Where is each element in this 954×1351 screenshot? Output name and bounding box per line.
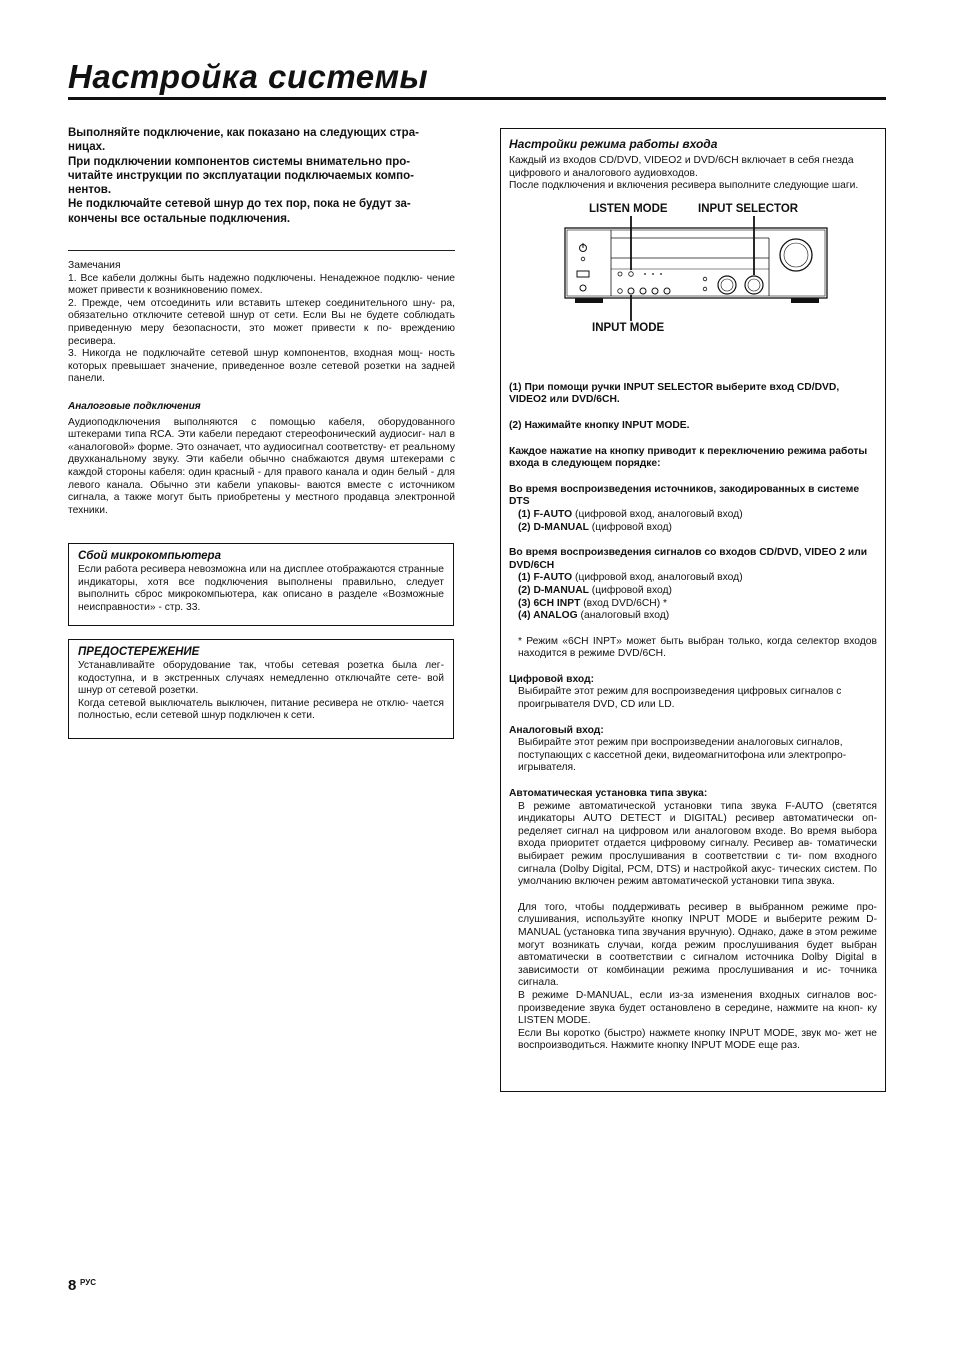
mode-item xyxy=(509,610,877,623)
input-mode-steps xyxy=(509,382,877,1053)
manual-text: Если Вы коротко (быстро) нажмете кнопку INPUT MODE, звук мо- жет не воспроизводиться. Нажмите кнопку INPUT MODE еще раз. xyxy=(518,1027,877,1052)
mode-item-name: (3) 6CH INPT xyxy=(518,597,581,609)
analog-text: Аудиоподключения выполняются с помощью кабеля, оборудованного штекерами типа RCA. Эти кабели передают стереофонический аудиосиг- нал в «аналоговой» форме. Это означает, что аудиосигнал соответству- ет реальному двухканальному звуку. Эти кабели обычно снабжаются двумя штекерами с каждой стороны кабеля: один красный - для правого канала и один белый - для левого канала. Обычно эти кабели упаковы- ваются вместе с источником сигнала, а также могут быть приобретены у местного продавца электронной техники. xyxy=(68,416,455,516)
intro-text xyxy=(68,126,455,226)
section-divider xyxy=(68,250,455,251)
manual-text: В режиме D-MANUAL, если из-за изменения входных сигналов вос- произведение звука будет остановлено в середине, нажмите на кноп- ку LISTEN MODE. xyxy=(518,989,877,1027)
mode-item xyxy=(509,522,877,535)
input-mode-intro xyxy=(509,155,877,193)
input-mode-intro-text: После подключения и включения ресивера выполните следующие шаги. xyxy=(509,180,859,192)
order-text: Каждое нажатие на кнопку приводит к переключению режима работы входа в следующем порядке: xyxy=(509,445,868,470)
caution-box xyxy=(68,639,454,739)
mode-item-name: (1) F-AUTO xyxy=(518,508,573,520)
mode-item xyxy=(509,598,877,611)
note-item: 1. Все кабели должны быть надежно подключены. Ненадежное подклю- чение может привести к возникновению помех. xyxy=(68,272,455,297)
listen-mode-label: LISTEN MODE xyxy=(589,202,668,215)
input-selector-label: INPUT SELECTOR xyxy=(698,202,799,215)
cd-heading: Во время воспроизведения сигналов со входов CD/DVD, VIDEO 2 или DVD/6CH xyxy=(509,547,868,571)
mode-item xyxy=(509,509,877,522)
footnote: * Режим «6CH INPT» может быть выбран только, когда селектор входов находится в режиме DVD/6CH. xyxy=(518,635,877,660)
note-item: 3. Никогда не подключайте сетевой шнур компонентов, входная мощ- ность которых превышает значение, приведенное возле сетевой розетки на задней панели. xyxy=(68,348,455,385)
step-2: (2) Нажимайте кнопку INPUT MODE. xyxy=(509,419,690,431)
step-1: (1) При помощи ручки INPUT SELECTOR выберите вход CD/DVD, VIDEO2 или DVD/6CH. xyxy=(509,381,840,406)
note-item: 2. Прежде, чем отсоединить или вставить штекер соединительного шну- ра, обязательно отключите сетевой шнур от сети. Если Вы не будете соблюдать приведенную меру безопасности, это может привести к по- вреждению ресивера. xyxy=(68,297,455,347)
auto-text: В режиме автоматической установки типа звука F-AUTO (светятся индикаторы AUTO DETECT и DIGITAL) ресивер автоматически оп- ределяет сигнал на цифровом или аналоговом входе. Во время выбора входа приоритет отдается цифровому сигналу. Ресивер ав- томатически выбирает режим прослушивания в соответствии с ти- пом входного сигнала (Dolby Digital, PCM, DTS) и настройкой акус- тических систем. По умолчанию включен режим автоматической установки типа звука. xyxy=(518,800,877,888)
dts-heading: Во время воспроизведения источников, закодированных в системе DTS xyxy=(509,483,860,508)
microcomputer-text: Если работа ресивера невозможна или на дисплее отображаются странные индикаторы, хотя все подключения выполнены правильно, следует выполнить сброс микрокомпьютера, как описано в разделе «Возможные неисправности» - стр. 33. xyxy=(78,564,445,613)
mode-item xyxy=(509,585,877,598)
notes-heading: Замечания xyxy=(68,260,121,271)
page-language: РУС xyxy=(80,1278,96,1287)
mode-item-name: (4) ANALOG xyxy=(518,610,578,622)
mode-item-desc: (цифровой вход) xyxy=(588,521,672,533)
mode-item-desc: (цифровой вход, аналоговый вход) xyxy=(572,572,743,584)
mode-item-desc: (цифровой вход, аналоговый вход) xyxy=(572,508,743,520)
digital-text: Выбирайте этот режим для воспроизведения цифровых сигналов с проигрывателя DVD, CD или LD. xyxy=(518,686,842,711)
mode-item xyxy=(509,572,877,585)
page-title: Настройка системы xyxy=(68,58,429,95)
microcomputer-heading: Сбой микрокомпьютера xyxy=(78,550,221,562)
manual-text: Для того, чтобы поддерживать ресивер в выбранном режиме про- слушивания, используйте кнопку INPUT MODE и выберите режим D-MANUAL (установка типа звучания вручную). Однако, даже в этом режиме могут возникать случаи, когда режим прослушивания будет выбран автоматически в соответствии с сигналом источника Dolby Digital в зависимости от комбинации режима прослушивания и ис- точника сигнала. xyxy=(518,901,877,989)
mode-item-desc: (вход DVD/6CH) * xyxy=(580,597,668,609)
analog-input-heading: Аналоговый вход: xyxy=(509,724,604,736)
intro-paragraph: Не подключайте сетевой шнур до тех пор, пока не будут за- кончены все остальные подключения. xyxy=(68,198,411,225)
analog-input-text: Выбирайте этот режим при воспроизведении аналоговых сигналов, поступающих с кассетной деки, видеомагнитофона или электропро- игрывателя. xyxy=(518,737,847,774)
analog-heading: Аналоговые подключения xyxy=(68,401,201,412)
input-mode-intro-text: Каждый из входов CD/DVD, VIDEO2 и DVD/6CH включает в себя гнезда цифрового и аналогового аудиовходов. xyxy=(509,155,854,179)
mode-item-name: (2) D-MANUAL xyxy=(518,584,589,596)
analog-section xyxy=(68,401,455,517)
auto-heading: Автоматическая установка типа звука: xyxy=(509,788,708,800)
mode-item-name: (1) F-AUTO xyxy=(518,572,573,584)
intro-paragraph: При подключении компонентов системы внимательно про- читайте инструкции по эксплуатации подключаемых компо- нентов. xyxy=(68,155,414,197)
caution-text: Устанавливайте оборудование так, чтобы сетевая розетка была лег- кодоступна, и в экстренных случаях немедленно отключайте сете- вой шнур от сетевой розетки. xyxy=(78,660,444,697)
receiver-front-panel xyxy=(509,203,879,368)
caution-heading: ПРЕДОСТЕРЕЖЕНИЕ xyxy=(78,646,200,658)
digital-heading: Цифровой вход: xyxy=(509,673,595,685)
mode-item-desc: (аналоговый вход) xyxy=(577,610,670,622)
microcomputer-box xyxy=(68,543,454,626)
input-mode-heading: Настройки режима работы входа xyxy=(509,137,718,151)
intro-paragraph: Выполняйте подключение, как показано на следующих стра- ницах. xyxy=(68,127,419,154)
mode-item-name: (2) D-MANUAL xyxy=(518,521,589,533)
caution-text: Когда сетевой выключатель выключен, питание ресивера не отклю- чается полностью, если сетевой шнур подключен к сети. xyxy=(78,697,444,722)
receiver-diagram xyxy=(509,203,879,368)
input-mode-box xyxy=(500,128,886,1092)
title-rule xyxy=(68,97,886,100)
notes-section xyxy=(68,260,455,386)
page-number: 8 xyxy=(68,1277,77,1294)
input-mode-label: INPUT MODE xyxy=(592,321,665,334)
mode-item-desc: (цифровой вход) xyxy=(588,584,672,596)
